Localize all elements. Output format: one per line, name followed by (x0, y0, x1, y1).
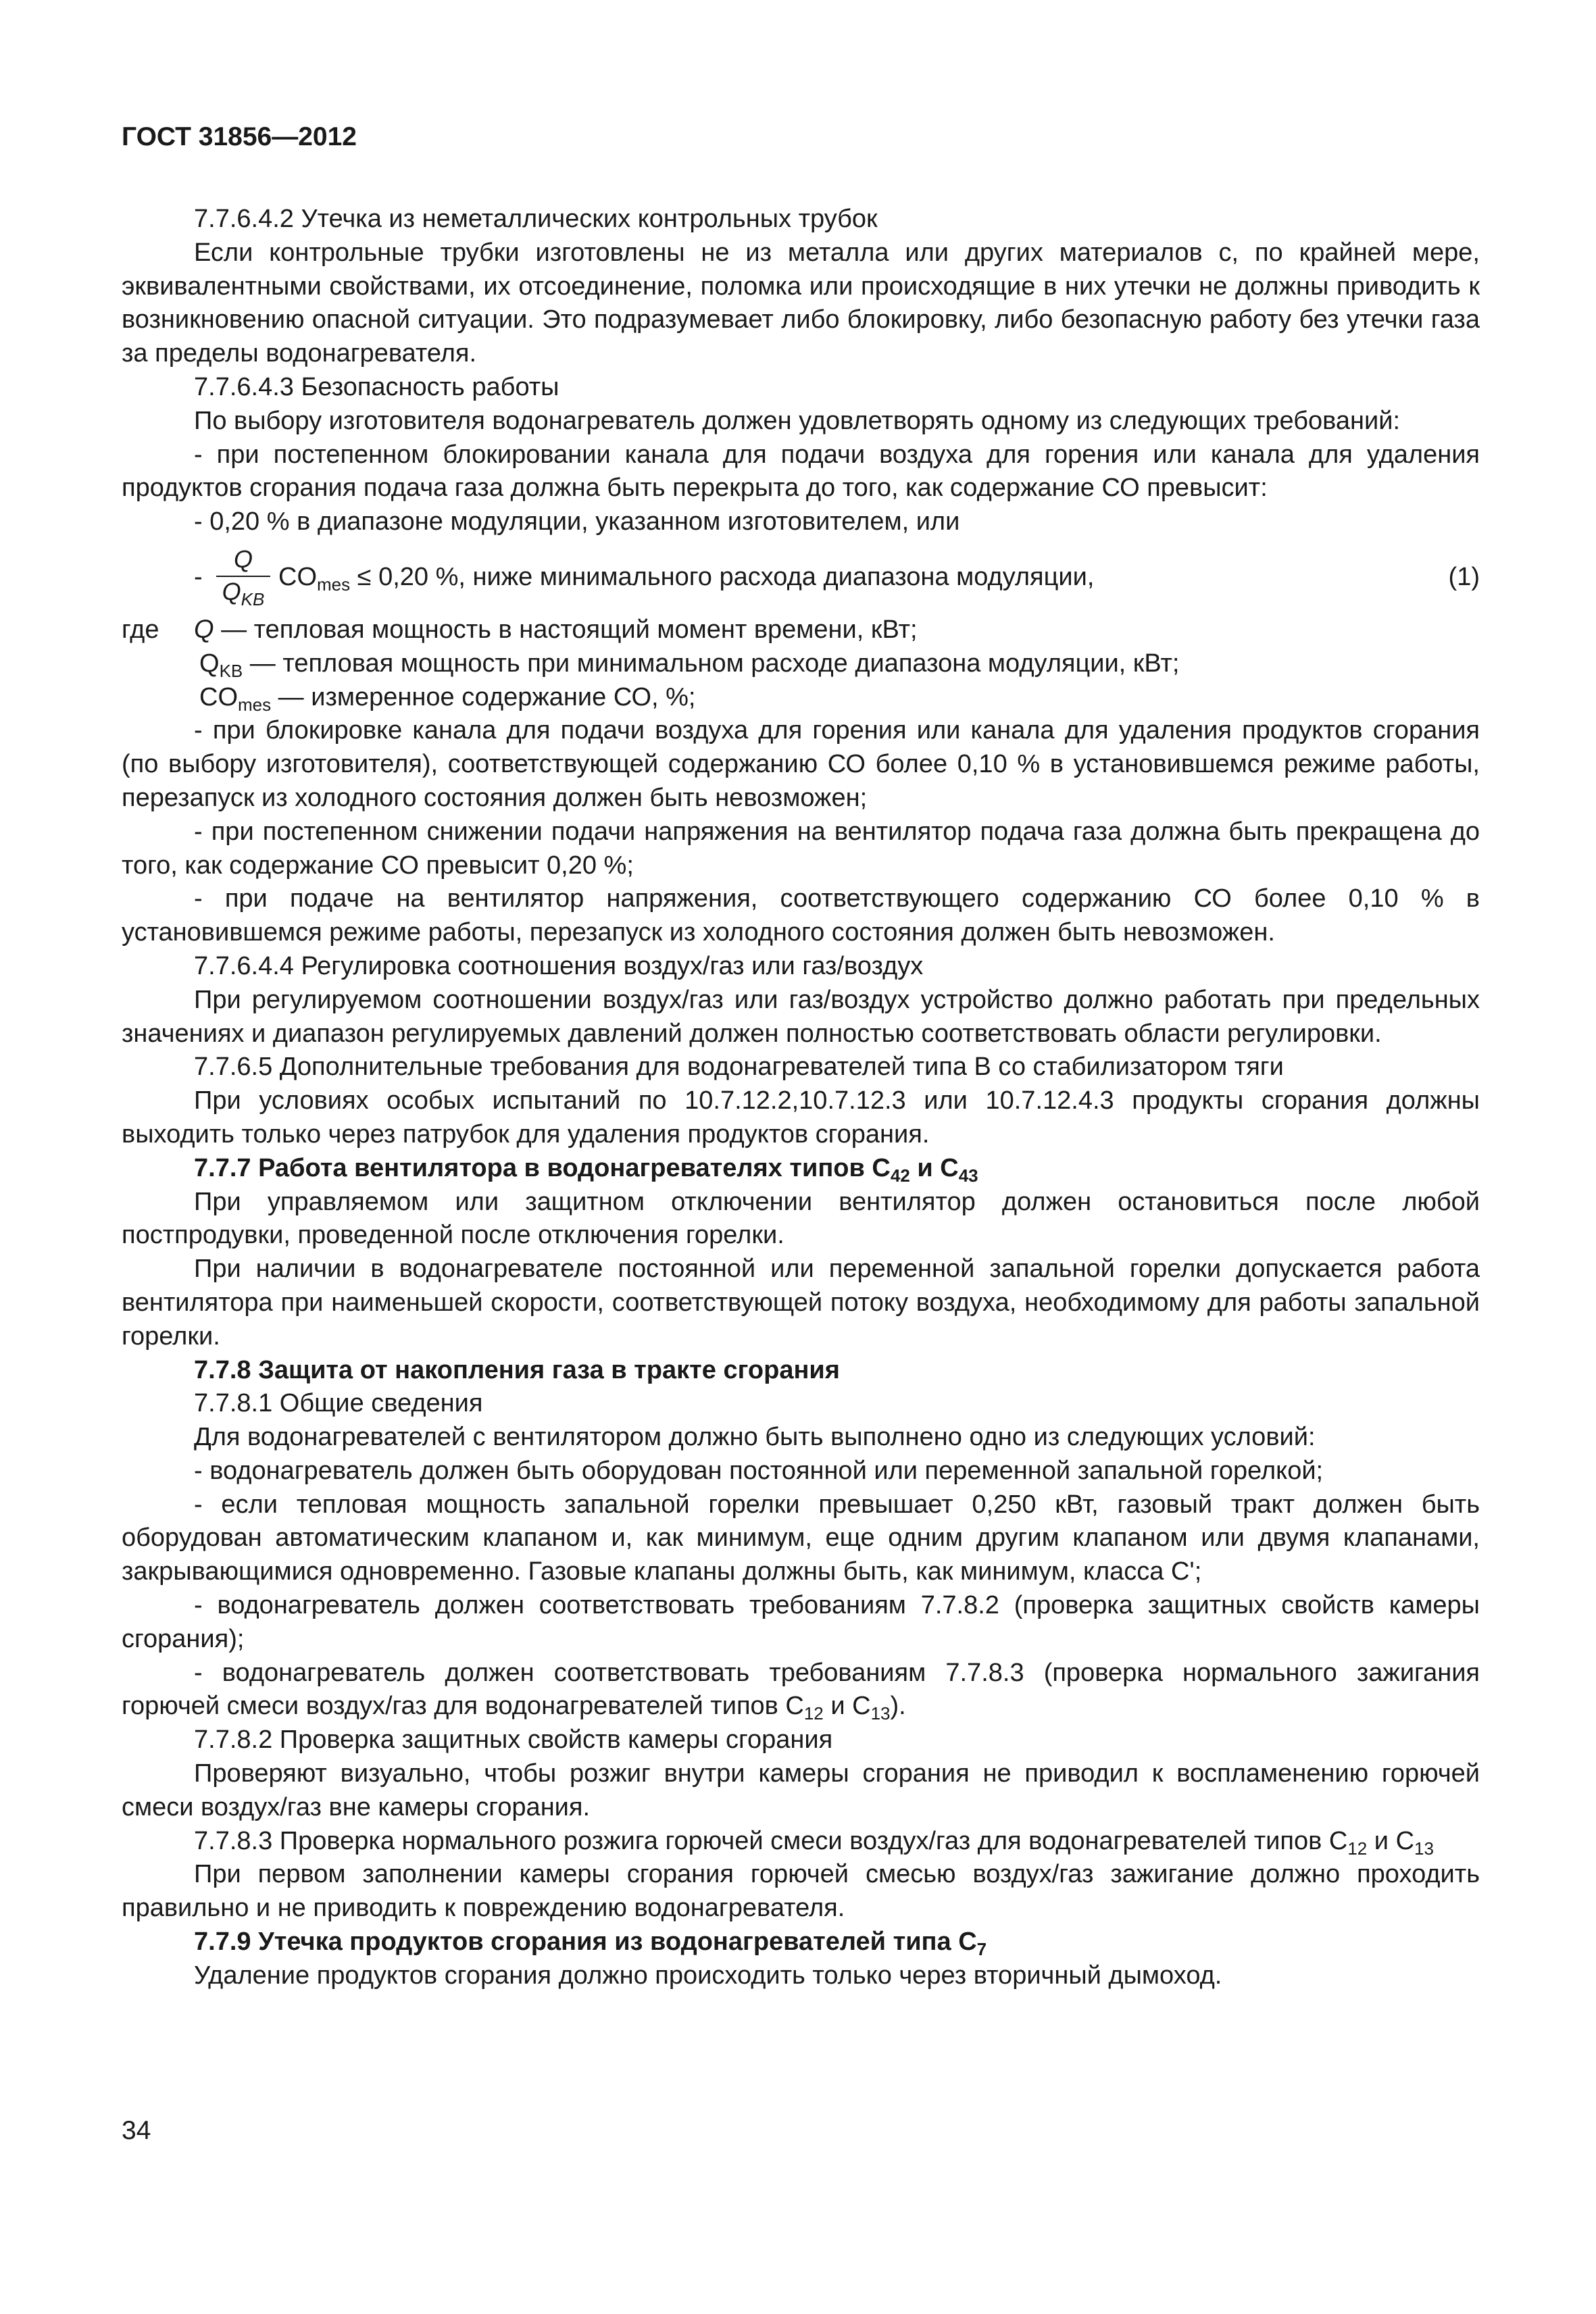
legend-where-word: где (122, 615, 159, 644)
paragraph: При первом заполнении камеры сгорания горючей смесью воздух/газ зажигание должно проходить правильно и не приводить к повреждению водонагревателя. (122, 1860, 1480, 1923)
section-title-7-7-6-5: 7.7.6.5 Дополнительные требования для водонагревателей типа В со стабилизатором тяги (194, 1053, 1284, 1082)
formula-1 (122, 539, 1480, 613)
list-item: - при блокировке канала для подачи воздуха для горения или канала для удаления продуктов сгорания (по выбору изготовителя), соответствующей содержанию СО более 0,10 % в установившемся режиме работы, перезапуск из холодного состояния должен быть невозможен; (122, 716, 1480, 812)
document-header: ГОСТ 31856—2012 (122, 122, 357, 151)
section-heading-7-7-8: 7.7.8 Защита от накопления газа в тракте сгорания (194, 1355, 840, 1384)
section-heading-7-7-9: 7.7.9 Утечка продуктов сгорания из водонагревателей типа $С_7$ (194, 1928, 987, 1960)
document-body (122, 203, 1480, 1993)
equation-number: (1) (1448, 562, 1480, 591)
list-item: - при постепенном снижении подачи напряжения на вентилятор подача газа должна быть прекращена до того, как содержание СО превысит 0,20 %; (122, 817, 1480, 880)
legend-row: $Q_{KB}$ — тепловая мощность при минимальном расходе диапазона модуляции, кВт; (199, 649, 1180, 681)
formula-legend (122, 613, 1480, 714)
list-item: - водонагреватель должен соответствовать требованиям 7.7.8.2 (проверка защитных свойств камеры сгорания); (122, 1591, 1480, 1653)
paragraph: Для водонагревателей с вентилятором должно быть выполнено одно из следующих условий: (194, 1423, 1316, 1452)
section-title-7-7-8-3: 7.7.8.3 Проверка нормального розжига горючей смеси воздух/газ для водонагревателей типов $С_{12}$ и $С_{13}$ (194, 1826, 1434, 1859)
list-item: - при подаче на вентилятор напряжения, соответствующего содержанию СО более 0,10 % в установившемся режиме работы, перезапуск из холодного состояния должен быть невозможен. (122, 884, 1480, 947)
paragraph: При условиях особых испытаний по 10.7.12.2,10.7.12.3 или 10.7.12.4.3 продукты сгорания должны выходить только через патрубок для удаления продуктов сгорания. (122, 1086, 1480, 1149)
legend-row: где Q — тепловая мощность в настоящий момент времени, кВт; (122, 613, 1480, 647)
section-title-7-7-8-1: 7.7.8.1 Общие сведения (194, 1389, 483, 1418)
paragraph: По выбору изготовителя водонагреватель должен удовлетворять одному из следующих требований: (194, 406, 1400, 435)
section-title-7-7-8-2: 7.7.8.2 Проверка защитных свойств камеры сгорания (194, 1726, 833, 1755)
list-item: - водонагреватель должен соответствовать требованиям 7.7.8.3 (проверка нормального зажигания горючей смеси воздух/газ для водонагревателей типов $С_{12}$ и $С_{13}$). (122, 1658, 1480, 1724)
paragraph: Если контрольные трубки изготовлены не из металла или других материалов с, по крайней мере, эквивалентными свойствами, их отсоединение, поломка или происходящие в них утечки не должны приводить к возникновению опасной ситуации. Это подразумевает либо блокировку, либо безопасную работу без утечки газа за пределы водонагревателя. (122, 238, 1480, 368)
page-number: 34 (122, 2116, 151, 2145)
paragraph: Удаление продуктов сгорания должно происходить только через вторичный дымоход. (194, 1961, 1222, 1990)
section-title-7-7-6-4-4: 7.7.6.4.4 Регулировка соотношения воздух/газ или газ/воздух (194, 951, 924, 980)
paragraph: Проверяют визуально, чтобы розжиг внутри камеры сгорания не приводил к воспламенению горючей смеси воздух/газ вне камеры сгорания. (122, 1759, 1480, 1821)
list-item: - 0,20 % в диапазоне модуляции, указанном изготовителем, или (194, 507, 960, 536)
section-title-7-7-6-4-3: 7.7.6.4.3 Безопасность работы (194, 372, 559, 401)
formula-dash: - (194, 562, 203, 591)
paragraph: При управляемом или защитном отключении вентилятор должен остановиться после любой постпродувки, проведенной после отключения горелки. (122, 1187, 1480, 1250)
list-item: - если тепловая мощность запальной горелки превышает 0,250 кВт, газовый тракт должен быть оборудован автоматическим клапаном и, как минимум, еще одним другим клапаном или двумя клапанами, закрывающимися одновременно. Газовые клапаны должны быть, как минимум, класса С'; (122, 1490, 1480, 1586)
fraction-numerator: Q (216, 545, 270, 577)
fraction-denominator: $Q_{KB}$ (222, 577, 265, 609)
section-heading-7-7-7: 7.7.7 Работа вентилятора в водонагревателях типов $C_{42}$ и $C_{43}$ (194, 1153, 978, 1186)
legend-row: $CO_{mes}$ — измеренное содержание СО, %; (199, 682, 696, 715)
formula-fraction (216, 545, 270, 607)
list-item: - водонагреватель должен быть оборудован постоянной или переменной запальной горелкой; (194, 1456, 1324, 1485)
formula-expression: $CO_{mes} \le 0,20$ %, ниже минимального расхода диапазона модуляции, (278, 562, 1095, 595)
paragraph: При регулируемом соотношении воздух/газ или газ/воздух устройство должно работать при предельных значениях и диапазон регулируемых давлений должен полностью соответствовать области регулировки. (122, 985, 1480, 1048)
list-item: - при постепенном блокировании канала для подачи воздуха для горения или канала для удаления продуктов сгорания подача газа должна быть перекрыта до того, как содержание СО превысит: (122, 440, 1480, 503)
paragraph: При наличии в водонагревателе постоянной или переменной запальной горелки допускается работа вентилятора при наименьшей скорости, соответствующей потоку воздуха, необходимому для работы запальной горелки. (122, 1255, 1480, 1351)
section-title-7-7-6-4-2: 7.7.6.4.2 Утечка из неметаллических контрольных трубок (194, 205, 878, 233)
